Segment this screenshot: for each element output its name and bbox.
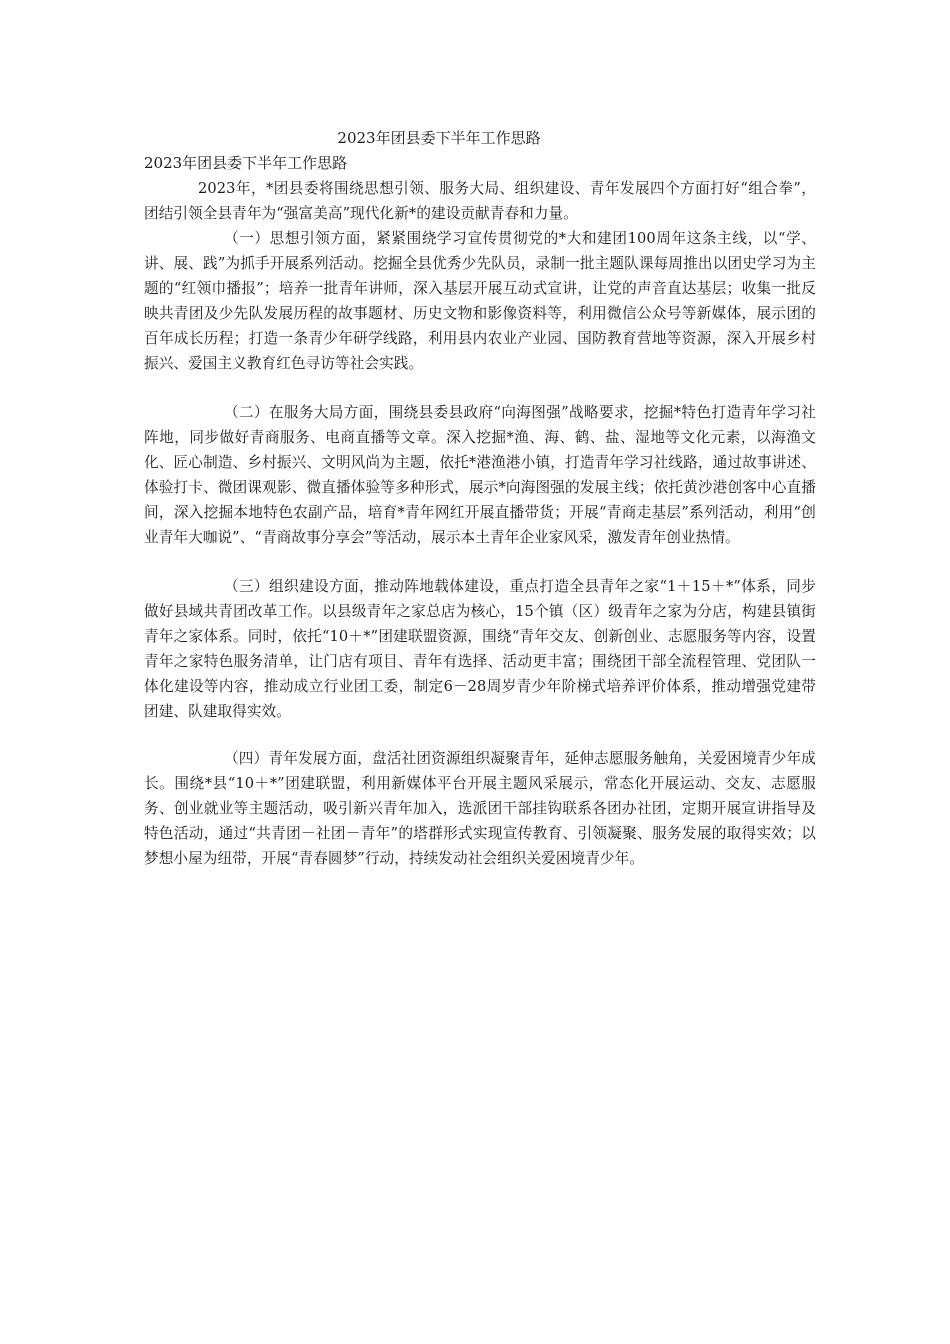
paragraph-intro: 2023年，*团县委将围绕思想引领、服务大局、组织建设、青年发展四个方面打好“组合拳”，团结引领全县青年为“强富美高”现代化新*的建设贡献青春和力量。 [144,180,816,222]
document-subtitle: 2023年团县委下半年工作思路 [144,154,348,172]
paragraph-youth-development: （四）青年发展方面，盘活社团资源组织凝聚青年，延伸志愿服务触角，关爱困境青少年成长。围绕*县“10＋*”团建联盟，利用新媒体平台开展主题风采展示，常态化开展运动、交友、志愿服务、创业就业等主题活动，吸引新兴青年加入，选派团干部挂钩联系各团办社团，定期开展宣讲指导及特色活动，通过“共青团－社团－青年”的塔群形式实现宣传教育、引领凝聚、服务发展的取得实效；以梦想小屋为纽带，开展“青春圆梦”行动，持续发动社会组织关爱困境青少年。 [144,750,816,867]
paragraph-serving-overall: （二）在服务大局方面，围绕县委县政府“向海图强”战略要求，挖掘*特色打造青年学习社阵地，同步做好青商服务、电商直播等文章。深入挖掘*渔、海、鹤、盐、湿地等文化元素，以海渔文化、匠心制造、乡村振兴、文明风尚为主题，依托*港渔港小镇，打造青年学习社线路，通过故事讲述、体验打卡、微团课观影、微直播体验等多种形式，展示*向海图强的发展主线；依托黄沙港创客中心直播间，深入挖掘本地特色农副产品，培育*青年网红开展直播带货；开展“青商走基层”系列活动，利用“创业青年大咖说”、“青商故事分享会”等活动，展示本土青年企业家风采，激发青年创业热情。 [144,404,816,546]
document-title: 2023年团县委下半年工作思路 [337,129,541,147]
paragraph-organization-building: （三）组织建设方面，推动阵地载体建设，重点打造全县青年之家“1＋15＋*”体系，同步做好县域共青团改革工作。以县级青年之家总店为核心，15个镇（区）级青年之家为分店，构建县镇街青年之家体系。同时，依托“10＋*”团建联盟资源，围绕“青年交友、创新创业、志愿服务等内容，设置青年之家特色服务清单，让门店有项目、青年有选择、活动更丰富；围绕团干部全流程管理、党团队一体化建设等内容，推动成立行业团工委，制定6－28周岁青少年阶梯式培养评价体系，推动增强党建带团建、队建取得实效。 [144,578,816,720]
paragraph-ideological-guidance: （一）思想引领方面，紧紧围绕学习宣传贯彻党的*大和建团100周年这条主线，以“学、讲、展、践”为抓手开展系列活动。挖掘全县优秀少先队员，录制一批主题队课每周推出以团史学习为主题的“红领巾播报”；培养一批青年讲师，深入基层开展互动式宣讲，让党的声音直达基层；收集一批反映共青团及少先队发展历程的故事题材、历史文物和影像资料等，利用微信公众号等新媒体，展示团的百年成长历程；打造一条青少年研学线路，利用县内农业产业园、国防教育营地等资源，深入开展乡村振兴、爱国主义教育红色寻访等社会实践。 [144,230,816,372]
